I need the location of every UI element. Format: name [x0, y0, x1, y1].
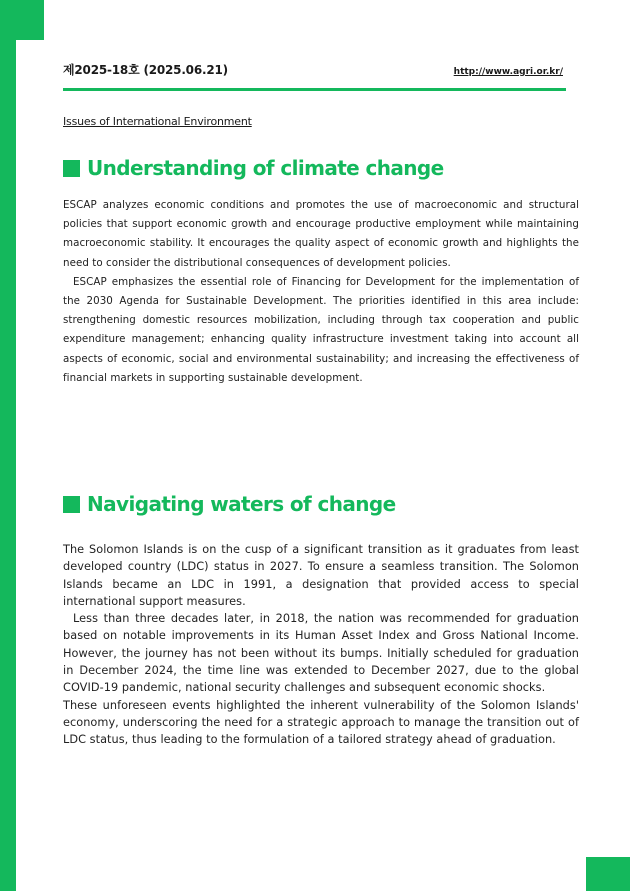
top-accent-tab: [16, 0, 44, 40]
category-label: Issues of International Environment: [63, 115, 252, 128]
issue-number: 제2025-18호 (2025.06.21): [63, 63, 228, 77]
section-body-climate: [63, 196, 579, 388]
section-title-text: Navigating waters of change: [87, 492, 396, 516]
square-bullet-icon: [63, 160, 80, 177]
square-bullet-icon: [63, 496, 80, 513]
header-divider: [63, 88, 566, 91]
paragraph: ESCAP emphasizes the essential role of Financing for Development for the implementation of the 2030 Agenda for Sustainable Development. The priorities identified in this area include: strengthening domestic resources mobilization, including through tax cooperation and public expenditure management; enhancing quality infrastructure investment taking into account all aspects of economic, social and environmental sustainability; and increasing the effectiveness of financial markets in supporting sustainable development.: [63, 275, 579, 384]
section-body-navigating: [63, 541, 579, 749]
paragraph: The Solomon Islands is on the cusp of a significant transition as it graduates from least developed country (LDC) status in 2027. To ensure a seamless transition. The Solomon Islands became an LDC in 1991, a designation that provided access to special international support measures.: [63, 543, 579, 608]
section-title-navigating: [63, 492, 396, 516]
website-link[interactable]: http://www.agri.or.kr/: [453, 67, 563, 77]
paragraph: ESCAP analyzes economic conditions and promotes the use of macroeconomic and structural policies that support economic growth and encourage productive employment while maintaining macroeconomic stability. It encourages the quality aspect of economic growth and highlights the need to consider the distributional consequences of development policies.: [63, 199, 579, 269]
section-title-climate: [63, 156, 444, 180]
corner-accent-block: [586, 857, 630, 891]
paragraph: These unforeseen events highlighted the inherent vulnerability of the Solomon Islands' economy, underscoring the need for a strategic approach to manage the transition out of LDC status, thus leading to the formulation of a tailored strategy ahead of graduation.: [63, 698, 579, 747]
paragraph: Less than three decades later, in 2018, the nation was recommended for graduation based on notable improvements in its Human Asset Index and Gross National Income. However, the journey has not been without its bumps. Initially scheduled for graduation in December 2024, the time line was extended to December 2027, due to the global COVID-19 pandemic, national security challenges and subsequent economic shocks.: [63, 612, 579, 695]
left-accent-bar: [0, 0, 16, 891]
section-title-text: Understanding of climate change: [87, 156, 444, 180]
